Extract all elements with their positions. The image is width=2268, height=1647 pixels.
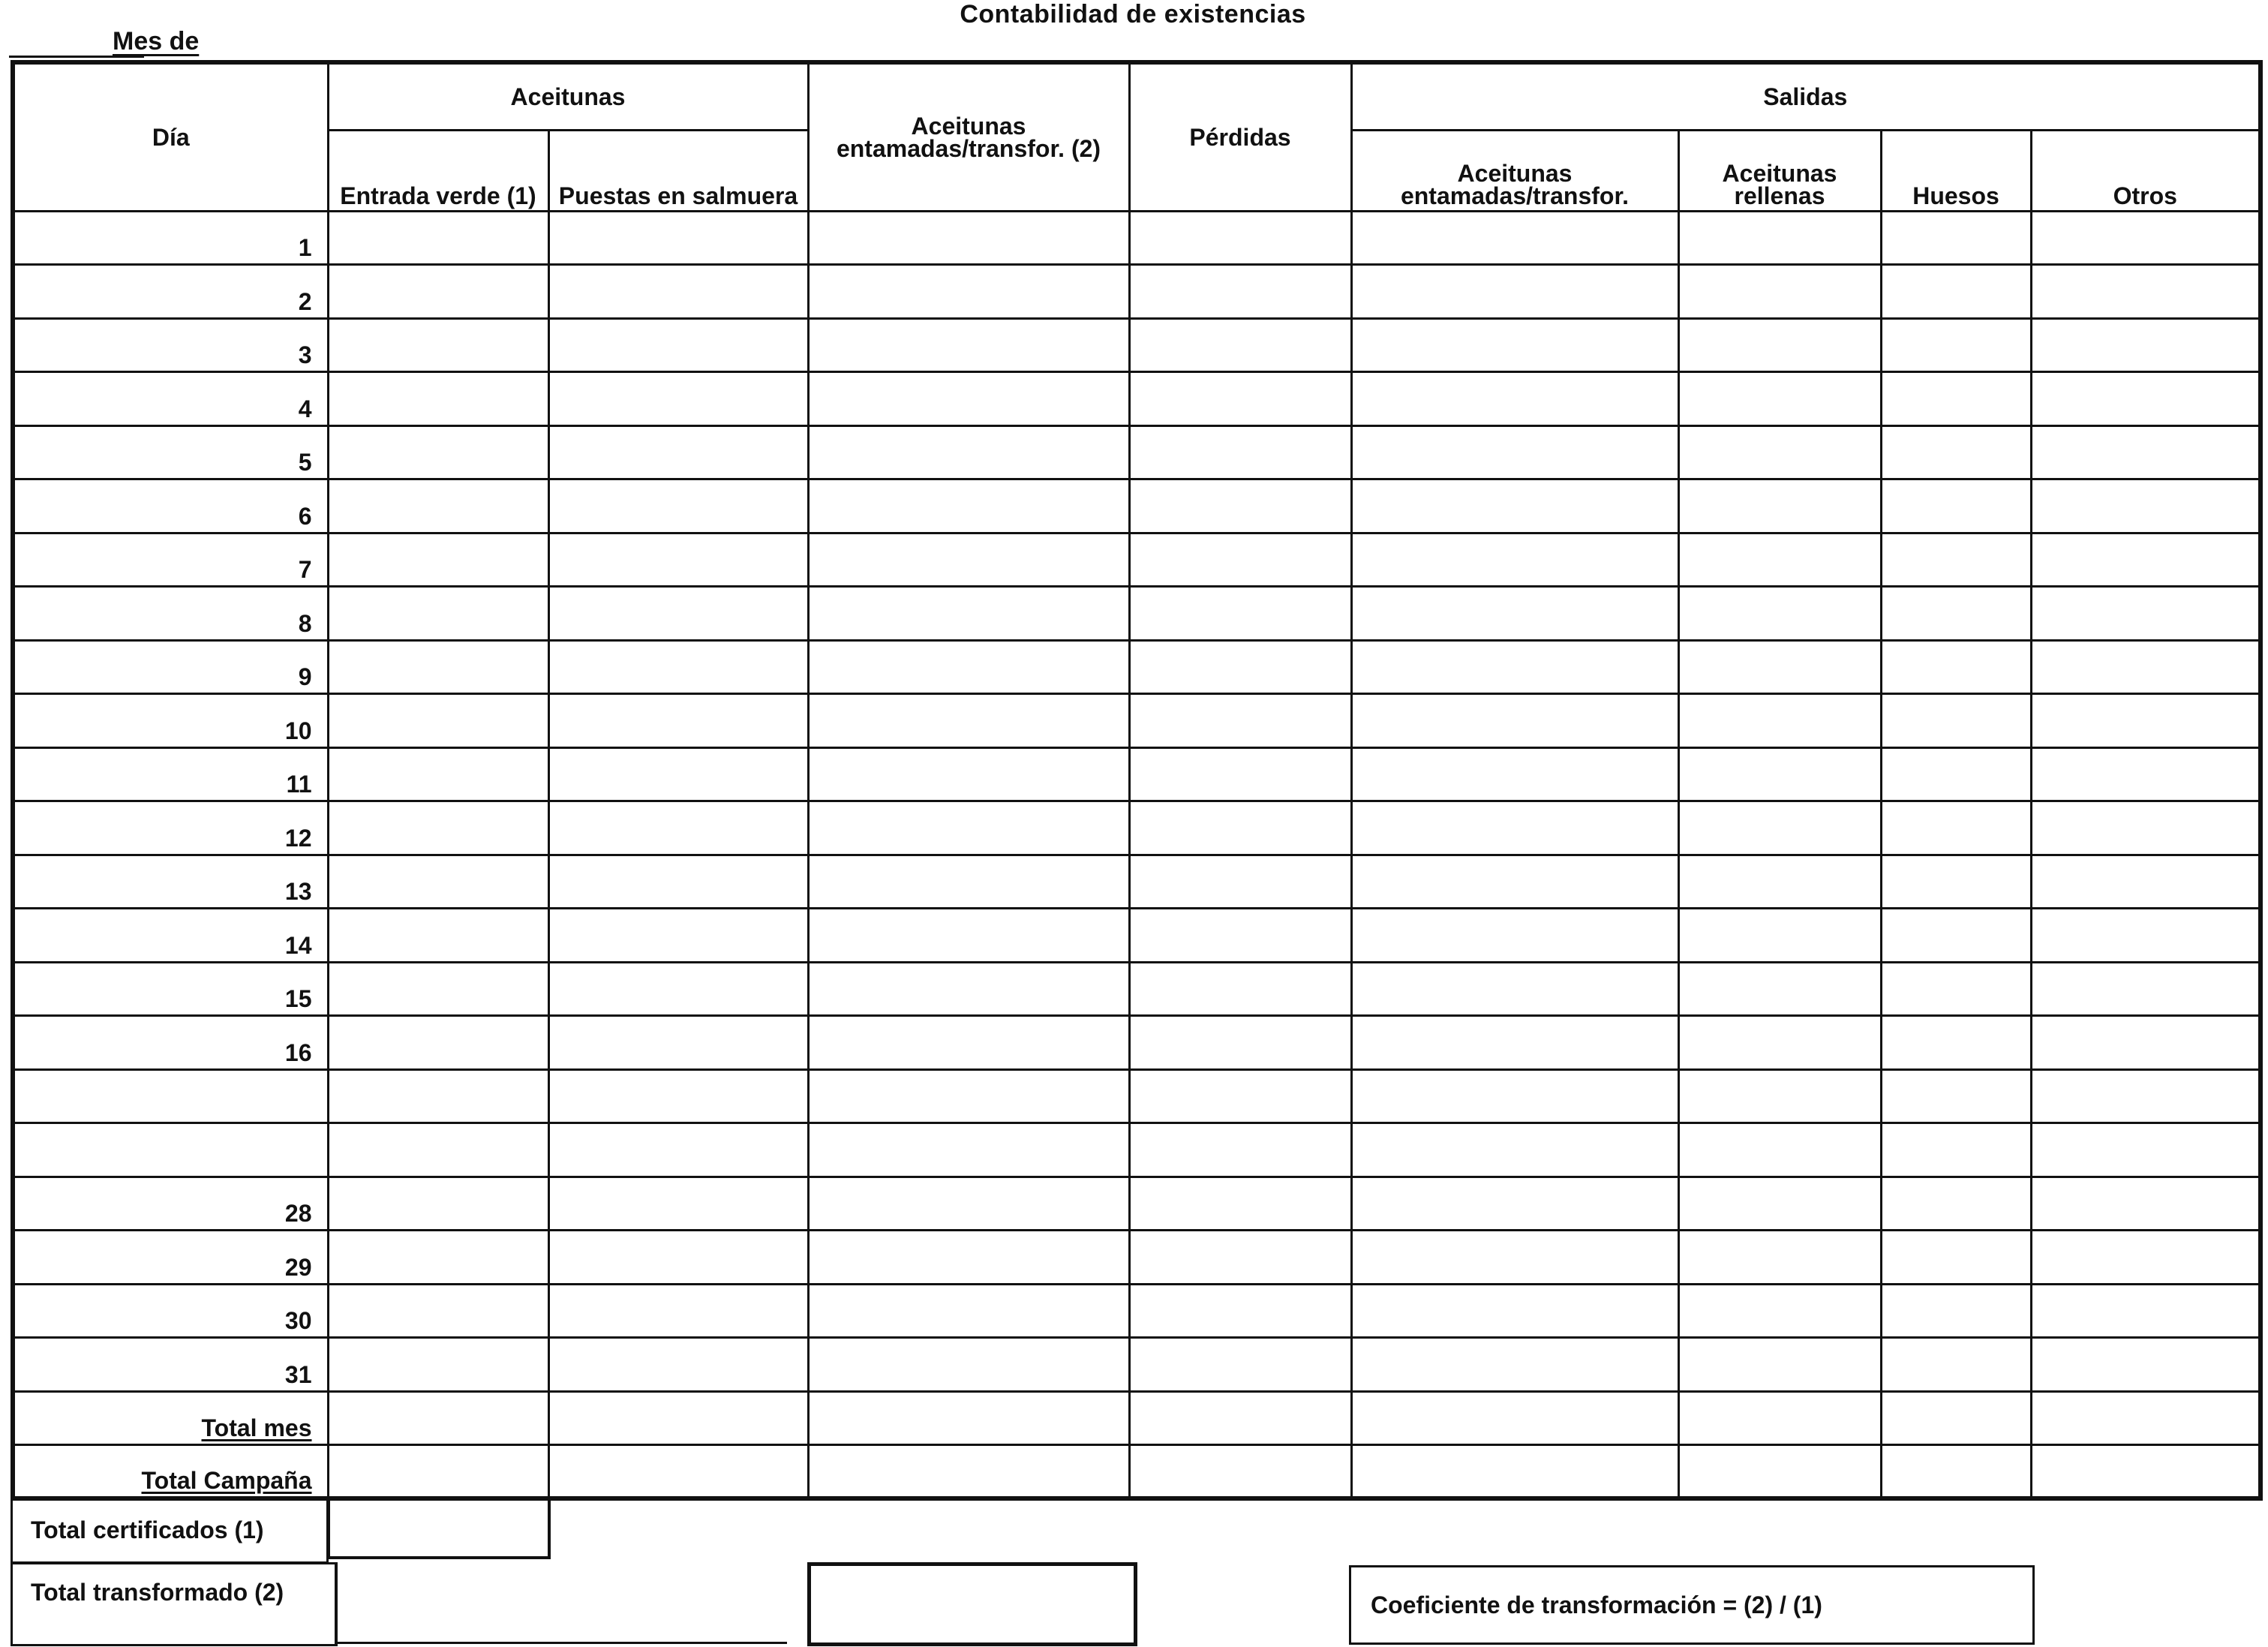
month-underline <box>9 56 144 58</box>
entry-cell[interactable] <box>1129 211 1351 265</box>
entry-cell[interactable] <box>328 533 548 587</box>
entry-cell[interactable] <box>1129 372 1351 426</box>
entry-cell[interactable] <box>1881 425 2031 479</box>
entry-cell[interactable] <box>1351 372 1678 426</box>
entry-cell[interactable] <box>1129 801 1351 855</box>
entry-cell[interactable] <box>1678 533 1881 587</box>
entry-cell[interactable] <box>328 855 548 909</box>
entry-cell[interactable] <box>808 372 1129 426</box>
row-label: 1 <box>13 211 328 265</box>
entry-cell[interactable] <box>2031 1445 2260 1499</box>
table-row <box>13 694 2260 748</box>
row-label: 29 <box>13 1231 328 1285</box>
entry-cell[interactable] <box>808 1177 1129 1231</box>
entry-cell[interactable] <box>1351 1338 1678 1392</box>
entry-cell[interactable] <box>1881 318 2031 372</box>
entry-cell[interactable] <box>808 265 1129 319</box>
table-row <box>13 372 2260 426</box>
entry-cell[interactable] <box>328 479 548 533</box>
entry-cell[interactable] <box>548 1231 808 1285</box>
entry-cell[interactable] <box>1881 801 2031 855</box>
entry-cell[interactable] <box>1678 1016 1881 1070</box>
row-label: 31 <box>13 1338 328 1392</box>
table-row <box>13 318 2260 372</box>
entry-cell[interactable] <box>2031 1284 2260 1338</box>
entry-cell[interactable] <box>2031 211 2260 265</box>
entry-cell[interactable] <box>1678 1445 1881 1499</box>
entry-cell[interactable] <box>548 1177 808 1231</box>
table-row <box>13 533 2260 587</box>
entry-cell[interactable] <box>1129 1177 1351 1231</box>
entry-cell[interactable] <box>808 1069 1129 1123</box>
entry-cell[interactable] <box>328 1284 548 1338</box>
row-label: 11 <box>13 747 328 801</box>
entry-cell[interactable] <box>1351 747 1678 801</box>
entry-cell[interactable] <box>808 909 1129 963</box>
entry-cell[interactable] <box>328 1391 548 1445</box>
entry-cell[interactable] <box>548 694 808 748</box>
entry-cell[interactable] <box>548 479 808 533</box>
entry-cell[interactable] <box>548 1338 808 1392</box>
entry-cell[interactable] <box>2031 587 2260 641</box>
entry-cell[interactable] <box>2031 909 2260 963</box>
entry-cell[interactable] <box>1678 318 1881 372</box>
entry-cell[interactable] <box>1129 1231 1351 1285</box>
entry-cell[interactable] <box>1351 801 1678 855</box>
entry-cell[interactable] <box>1351 265 1678 319</box>
entry-cell[interactable] <box>1351 1231 1678 1285</box>
entry-cell[interactable] <box>1881 909 2031 963</box>
row-label: 16 <box>13 1016 328 1070</box>
inventory-ledger-table <box>11 60 2263 1501</box>
entry-cell[interactable] <box>548 1123 808 1177</box>
entry-cell[interactable] <box>1881 962 2031 1016</box>
entry-cell[interactable] <box>328 1445 548 1499</box>
entry-cell[interactable] <box>1351 1284 1678 1338</box>
entry-cell[interactable] <box>328 1231 548 1285</box>
table-row <box>13 801 2260 855</box>
entry-cell[interactable] <box>548 1445 808 1499</box>
entry-cell[interactable] <box>808 855 1129 909</box>
entry-cell[interactable] <box>1129 1123 1351 1177</box>
table-row <box>13 425 2260 479</box>
header-puestas-salmuera: Puestas en salmuera <box>548 130 808 211</box>
entry-cell[interactable] <box>808 211 1129 265</box>
entry-cell[interactable] <box>1129 1069 1351 1123</box>
entry-cell[interactable] <box>1678 1231 1881 1285</box>
table-row <box>13 1231 2260 1285</box>
entry-cell[interactable] <box>808 479 1129 533</box>
entry-cell[interactable] <box>2031 1177 2260 1231</box>
entry-cell[interactable] <box>328 372 548 426</box>
entry-cell[interactable] <box>1129 1284 1351 1338</box>
entry-cell[interactable] <box>1129 265 1351 319</box>
entry-cell[interactable] <box>1129 962 1351 1016</box>
entry-cell[interactable] <box>1351 640 1678 694</box>
table-row <box>13 855 2260 909</box>
header-aceitunas: Aceitunas <box>328 62 808 130</box>
entry-cell[interactable] <box>328 265 548 319</box>
row-label: 3 <box>13 318 328 372</box>
row-label: 8 <box>13 587 328 641</box>
entry-cell[interactable] <box>1881 479 2031 533</box>
entry-cell[interactable] <box>328 1177 548 1231</box>
entry-cell[interactable] <box>1881 1391 2031 1445</box>
entry-cell[interactable] <box>1678 265 1881 319</box>
entry-cell[interactable] <box>1678 1338 1881 1392</box>
page-title: Contabilidad de existencias <box>960 0 1306 29</box>
entry-cell[interactable] <box>2031 318 2260 372</box>
entry-cell[interactable] <box>808 1284 1129 1338</box>
row-label: 7 <box>13 533 328 587</box>
entry-cell[interactable] <box>548 1069 808 1123</box>
entry-cell[interactable] <box>2031 855 2260 909</box>
total-transformado-label: Total transformado (2) <box>31 1579 284 1606</box>
entry-cell[interactable] <box>548 1391 808 1445</box>
entry-cell[interactable] <box>1351 962 1678 1016</box>
row-label: Total mes <box>13 1391 328 1445</box>
header-perdidas: Pérdidas <box>1129 62 1351 211</box>
entry-cell[interactable] <box>328 1069 548 1123</box>
entry-cell[interactable] <box>1881 211 2031 265</box>
entry-cell[interactable] <box>2031 1069 2260 1123</box>
entry-cell[interactable] <box>1678 1069 1881 1123</box>
entry-cell[interactable] <box>2031 533 2260 587</box>
entry-cell[interactable] <box>1129 694 1351 748</box>
total-certificados-box <box>11 1498 329 1564</box>
total-transformado-box <box>11 1562 338 1646</box>
row-label: 13 <box>13 855 328 909</box>
entry-cell[interactable] <box>1678 962 1881 1016</box>
entry-cell[interactable] <box>808 533 1129 587</box>
entry-cell[interactable] <box>1678 694 1881 748</box>
entry-cell[interactable] <box>1881 1016 2031 1070</box>
entry-cell[interactable] <box>808 962 1129 1016</box>
entry-cell[interactable] <box>808 318 1129 372</box>
entry-cell[interactable] <box>548 318 808 372</box>
table-row <box>13 1123 2260 1177</box>
entry-cell[interactable] <box>1129 318 1351 372</box>
entry-cell[interactable] <box>2031 1123 2260 1177</box>
entry-cell[interactable] <box>1881 694 2031 748</box>
entry-cell[interactable] <box>1351 1391 1678 1445</box>
entry-cell[interactable] <box>1351 1069 1678 1123</box>
row-label: 6 <box>13 479 328 533</box>
entry-cell[interactable] <box>328 1016 548 1070</box>
row-label: 5 <box>13 425 328 479</box>
entry-cell[interactable] <box>1129 909 1351 963</box>
entry-cell[interactable] <box>328 694 548 748</box>
row-label: 10 <box>13 694 328 748</box>
entry-cell[interactable] <box>1881 1177 2031 1231</box>
entry-cell[interactable] <box>2031 1016 2260 1070</box>
entry-cell[interactable] <box>548 801 808 855</box>
month-label: Mes de <box>113 27 200 56</box>
entry-cell[interactable] <box>1129 1445 1351 1499</box>
entry-cell[interactable] <box>1678 1177 1881 1231</box>
header-salidas-entamadas: Aceitunas entamadas/transfor. <box>1351 130 1678 211</box>
entry-cell[interactable] <box>1129 1391 1351 1445</box>
entry-cell[interactable] <box>1881 855 2031 909</box>
entry-cell[interactable] <box>1129 1338 1351 1392</box>
table-row <box>13 1016 2260 1070</box>
header-salidas: Salidas <box>1351 62 2260 130</box>
entry-cell[interactable] <box>1351 1177 1678 1231</box>
entry-cell[interactable] <box>548 1284 808 1338</box>
row-label <box>13 1069 328 1123</box>
header-salidas-rellenas: Aceitunas rellenas <box>1678 130 1881 211</box>
header-entrada-verde: Entrada verde (1) <box>328 130 548 211</box>
entry-cell[interactable] <box>1881 1069 2031 1123</box>
row-label: 15 <box>13 962 328 1016</box>
entry-cell[interactable] <box>328 587 548 641</box>
entry-cell[interactable] <box>1881 747 2031 801</box>
table-row <box>13 1338 2260 1392</box>
entry-cell[interactable] <box>808 1338 1129 1392</box>
table-row <box>13 909 2260 963</box>
entry-cell[interactable] <box>1881 1338 2031 1392</box>
table-row <box>13 211 2260 265</box>
entry-cell[interactable] <box>1351 211 1678 265</box>
entry-cell[interactable] <box>328 801 548 855</box>
entry-cell[interactable] <box>1129 747 1351 801</box>
header-dia: Día <box>13 62 328 211</box>
entry-cell[interactable] <box>1129 479 1351 533</box>
row-label: 12 <box>13 801 328 855</box>
table-row <box>13 587 2260 641</box>
entry-cell[interactable] <box>1351 1445 1678 1499</box>
entry-cell[interactable] <box>548 265 808 319</box>
entry-cell[interactable] <box>1678 479 1881 533</box>
entry-cell[interactable] <box>1129 533 1351 587</box>
entry-cell[interactable] <box>808 1445 1129 1499</box>
entry-cell[interactable] <box>2031 747 2260 801</box>
entry-cell[interactable] <box>328 1123 548 1177</box>
entry-cell[interactable] <box>548 909 808 963</box>
entry-cell[interactable] <box>328 425 548 479</box>
entry-cell[interactable] <box>1678 640 1881 694</box>
entry-cell[interactable] <box>548 587 808 641</box>
entry-cell[interactable] <box>2031 265 2260 319</box>
table-row <box>13 962 2260 1016</box>
entry-cell[interactable] <box>548 747 808 801</box>
entry-cell[interactable] <box>1881 1284 2031 1338</box>
table-row <box>13 747 2260 801</box>
entry-cell[interactable] <box>1351 479 1678 533</box>
entry-cell[interactable] <box>1881 1123 2031 1177</box>
entry-cell[interactable] <box>1351 425 1678 479</box>
total-transformado-field[interactable] <box>807 1562 1137 1646</box>
entry-cell[interactable] <box>1881 640 2031 694</box>
entry-cell[interactable] <box>1129 425 1351 479</box>
entry-cell[interactable] <box>1881 587 2031 641</box>
table-row <box>13 1069 2260 1123</box>
entry-cell[interactable] <box>548 533 808 587</box>
row-label: 14 <box>13 909 328 963</box>
entry-cell[interactable] <box>808 640 1129 694</box>
row-label: Total Campaña <box>13 1445 328 1499</box>
entry-cell[interactable] <box>1351 1016 1678 1070</box>
row-label: 28 <box>13 1177 328 1231</box>
entry-cell[interactable] <box>1881 265 2031 319</box>
entry-cell[interactable] <box>2031 1391 2260 1445</box>
header-huesos: Huesos <box>1881 130 2031 211</box>
header-entamadas: Aceitunas entamadas/transfor. (2) <box>808 62 1129 211</box>
total-certificados-field[interactable] <box>327 1498 551 1559</box>
entry-cell[interactable] <box>1351 587 1678 641</box>
table-row <box>13 1284 2260 1338</box>
entry-cell[interactable] <box>1678 425 1881 479</box>
entry-cell[interactable] <box>548 640 808 694</box>
entry-cell[interactable] <box>2031 694 2260 748</box>
table-row <box>13 479 2260 533</box>
coeficiente-label: Coeficiente de transformación = (2) / (1) <box>1371 1591 1822 1618</box>
entry-cell[interactable] <box>328 747 548 801</box>
entry-cell[interactable] <box>548 425 808 479</box>
entry-cell[interactable] <box>2031 1231 2260 1285</box>
entry-cell[interactable] <box>2031 372 2260 426</box>
entry-cell[interactable] <box>1678 1391 1881 1445</box>
entry-cell[interactable] <box>808 694 1129 748</box>
entry-cell[interactable] <box>328 1338 548 1392</box>
row-label: 9 <box>13 640 328 694</box>
entry-cell[interactable] <box>1678 855 1881 909</box>
entry-cell[interactable] <box>548 962 808 1016</box>
entry-cell[interactable] <box>2031 1338 2260 1392</box>
entry-cell[interactable] <box>1881 1231 2031 1285</box>
entry-cell[interactable] <box>1678 747 1881 801</box>
entry-cell[interactable] <box>1351 318 1678 372</box>
entry-cell[interactable] <box>1351 855 1678 909</box>
entry-cell[interactable] <box>2031 640 2260 694</box>
entry-cell[interactable] <box>808 1123 1129 1177</box>
entry-cell[interactable] <box>1129 1016 1351 1070</box>
entry-cell[interactable] <box>1129 640 1351 694</box>
entry-cell[interactable] <box>1678 1123 1881 1177</box>
entry-cell[interactable] <box>328 640 548 694</box>
entry-cell[interactable] <box>328 962 548 1016</box>
entry-cell[interactable] <box>808 1231 1129 1285</box>
entry-cell[interactable] <box>1678 801 1881 855</box>
entry-cell[interactable] <box>1678 372 1881 426</box>
entry-cell[interactable] <box>1678 1284 1881 1338</box>
entry-cell[interactable] <box>548 1016 808 1070</box>
entry-cell[interactable] <box>1351 909 1678 963</box>
table-row <box>13 640 2260 694</box>
table-row <box>13 265 2260 319</box>
entry-cell[interactable] <box>1129 855 1351 909</box>
entry-cell[interactable] <box>548 855 808 909</box>
entry-cell[interactable] <box>1351 694 1678 748</box>
row-label: 2 <box>13 265 328 319</box>
entry-cell[interactable] <box>1881 372 2031 426</box>
entry-cell[interactable] <box>2031 801 2260 855</box>
entry-cell[interactable] <box>1678 909 1881 963</box>
entry-cell[interactable] <box>1881 1445 2031 1499</box>
table-row <box>13 1391 2260 1445</box>
entry-cell[interactable] <box>1129 587 1351 641</box>
ledger-body <box>13 211 2260 1498</box>
entry-cell[interactable] <box>808 747 1129 801</box>
entry-cell[interactable] <box>328 211 548 265</box>
entry-cell[interactable] <box>1351 1123 1678 1177</box>
entry-cell[interactable] <box>548 211 808 265</box>
entry-cell[interactable] <box>548 372 808 426</box>
entry-cell[interactable] <box>808 1016 1129 1070</box>
entry-cell[interactable] <box>808 425 1129 479</box>
header-otros: Otros <box>2031 130 2260 211</box>
entry-cell[interactable] <box>808 587 1129 641</box>
entry-cell[interactable] <box>328 909 548 963</box>
table-row <box>13 1445 2260 1499</box>
entry-cell[interactable] <box>1881 533 2031 587</box>
row-label: 4 <box>13 372 328 426</box>
table-row <box>13 1177 2260 1231</box>
total-transformado-area <box>335 1562 787 1644</box>
total-certificados-label: Total certificados (1) <box>31 1516 264 1543</box>
entry-cell[interactable] <box>808 1391 1129 1445</box>
entry-cell[interactable] <box>1351 533 1678 587</box>
entry-cell[interactable] <box>2031 962 2260 1016</box>
entry-cell[interactable] <box>328 318 548 372</box>
entry-cell[interactable] <box>2031 479 2260 533</box>
entry-cell[interactable] <box>1678 211 1881 265</box>
row-label: 30 <box>13 1284 328 1338</box>
row-label <box>13 1123 328 1177</box>
entry-cell[interactable] <box>808 801 1129 855</box>
entry-cell[interactable] <box>2031 425 2260 479</box>
coeficiente-box <box>1349 1565 2035 1645</box>
entry-cell[interactable] <box>1678 587 1881 641</box>
